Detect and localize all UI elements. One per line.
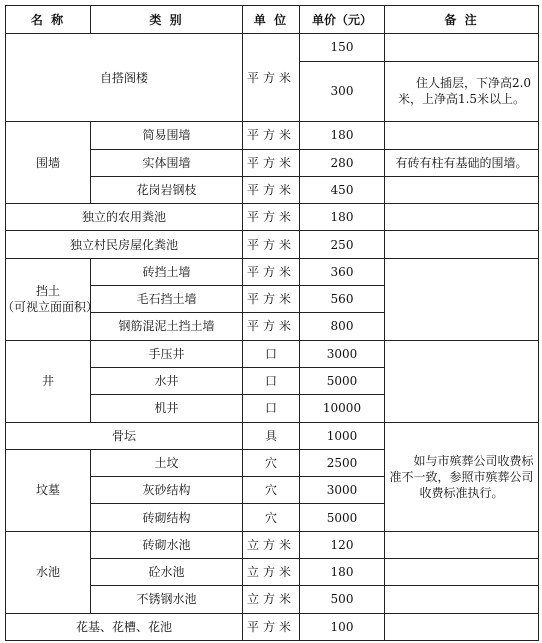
septic-unit: 平方米: [243, 231, 300, 258]
attic-remark: 住人插层，下净高2.0米，上净高1.5米以上。: [385, 61, 539, 122]
septic-remark-empty: [385, 231, 539, 258]
attic-remark-empty: [385, 34, 539, 61]
retaining-category: 钢筋混泥土挡土墙: [91, 313, 243, 340]
fence-remark-empty: [385, 176, 539, 203]
septic-name: 独立村民房屋化粪池: [6, 231, 243, 258]
pool-category: 砼水池: [91, 559, 243, 586]
fence-category: 实体围墙: [91, 149, 243, 176]
header-price: 单价（元）: [300, 6, 385, 34]
pool-unit: 立方米: [243, 559, 300, 586]
pool-unit: 立方米: [243, 586, 300, 613]
well-unit: 口: [243, 395, 300, 422]
well-price: 3000: [300, 340, 385, 367]
well-category: 机井: [91, 395, 243, 422]
attic-price-high: 300: [300, 61, 385, 122]
attic-price-low: 150: [300, 34, 385, 61]
retaining-price: 800: [300, 313, 385, 340]
table-row: [6, 613, 539, 640]
retaining-unit: 平方米: [243, 313, 300, 340]
well-price: 5000: [300, 367, 385, 394]
table-row: [6, 258, 539, 285]
septic-remark-empty: [385, 204, 539, 231]
septic-unit: 平方米: [243, 204, 300, 231]
fence-remark: 有砖有柱有基础的围墙。: [385, 149, 539, 176]
header-category: 类 别: [91, 6, 243, 34]
attic-name: 自搭阁楼: [6, 34, 243, 122]
retaining-remark-empty: [385, 258, 539, 340]
well-unit: 口: [243, 340, 300, 367]
table-row: [6, 204, 539, 231]
fence-category: 简易围墙: [91, 122, 243, 149]
well-category: 手压井: [91, 340, 243, 367]
urn-price: 1000: [300, 422, 385, 449]
table-header-row: [6, 6, 539, 34]
header-remark: 备 注: [385, 6, 539, 34]
urn-name: 骨坛: [6, 422, 243, 449]
header-unit: 单 位: [243, 6, 300, 34]
urn-unit: 具: [243, 422, 300, 449]
table-row: [6, 34, 539, 61]
flowerbed-name: 花基、花槽、花池: [6, 613, 243, 640]
fence-unit: 平方米: [243, 149, 300, 176]
header-name: 名 称: [6, 6, 91, 34]
retaining-price: 560: [300, 286, 385, 313]
fence-price: 180: [300, 122, 385, 149]
grave-unit: 穴: [243, 449, 300, 476]
well-price: 10000: [300, 395, 385, 422]
septic-price: 180: [300, 204, 385, 231]
flowerbed-price: 100: [300, 613, 385, 640]
well-name: 井: [6, 340, 91, 422]
well-unit: 口: [243, 367, 300, 394]
grave-unit: 穴: [243, 477, 300, 504]
retaining-price: 360: [300, 258, 385, 285]
pool-remark-empty: [385, 531, 539, 558]
grave-price: 5000: [300, 504, 385, 531]
grave-price: 3000: [300, 477, 385, 504]
grave-price: 2500: [300, 449, 385, 476]
retaining-unit: 平方米: [243, 286, 300, 313]
flowerbed-unit: 平方米: [243, 613, 300, 640]
attic-unit: 平方米: [243, 34, 300, 122]
retaining-name-line2: （可视立面面积）: [2, 300, 99, 315]
pool-unit: 立方米: [243, 531, 300, 558]
table-row: [6, 231, 539, 258]
grave-category: 砖砌结构: [91, 504, 243, 531]
well-remark-empty: [385, 340, 539, 422]
pool-price: 120: [300, 531, 385, 558]
fence-name: 围墙: [6, 122, 91, 204]
table-row: [6, 340, 539, 367]
pool-price: 180: [300, 559, 385, 586]
compensation-fee-table: [2, 5, 539, 641]
septic-price: 250: [300, 231, 385, 258]
grave-remark: 如与市殡葬公司收费标准不一致，参照市殡葬公司收费标准执行。: [385, 422, 539, 531]
fence-category: 花岗岩钢枝: [91, 176, 243, 203]
grave-category: 土坟: [91, 449, 243, 476]
pool-category: 砖砌水池: [91, 531, 243, 558]
fence-price: 280: [300, 149, 385, 176]
retaining-name: [2, 258, 99, 340]
pool-category: 不锈钢水池: [91, 586, 243, 613]
retaining-name-line1: 挡土: [35, 284, 60, 299]
fence-remark-empty: [385, 122, 539, 149]
grave-name: 坟墓: [6, 449, 91, 531]
well-category: 水井: [91, 367, 243, 394]
table-row: [6, 531, 539, 558]
retaining-category: 砖挡土墙: [91, 258, 243, 285]
retaining-category: 毛石挡土墙: [91, 286, 243, 313]
flowerbed-remark-empty: [385, 613, 539, 640]
table-row: [6, 122, 539, 149]
grave-unit: 穴: [243, 504, 300, 531]
pool-name: 水池: [6, 531, 91, 613]
fence-unit: 平方米: [243, 176, 300, 203]
pool-remark-empty: [385, 586, 539, 613]
grave-category: 灰砂结构: [91, 477, 243, 504]
fence-price: 450: [300, 176, 385, 203]
table-row: [6, 422, 539, 449]
septic-name: 独立的农用粪池: [6, 204, 243, 231]
retaining-unit: 平方米: [243, 258, 300, 285]
pool-price: 500: [300, 586, 385, 613]
fence-unit: 平方米: [243, 122, 300, 149]
pool-remark-empty: [385, 559, 539, 586]
